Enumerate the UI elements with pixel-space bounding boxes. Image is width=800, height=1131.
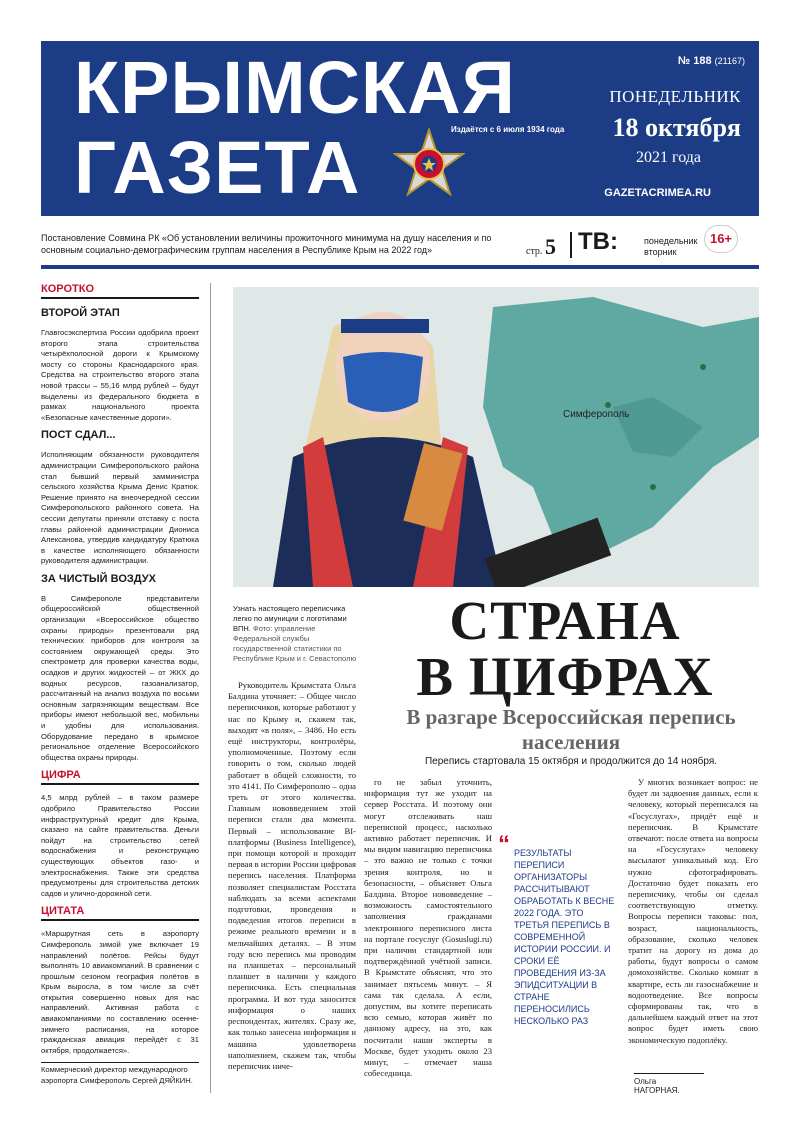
pull-quote: “ РЕЗУЛЬТАТЫ ПЕРЕПИСИ ОРГАНИЗАТОРЫ РАССЧИТЫВАЮТ ОБРАБОТАТЬ К ВЕСНЕ 2022 ГОДА. ЭТО ТРЕТЬЯ ПЕРЕПИСЬ В СОВРЕМЕННОЙ ИСТОРИИ РОССИИ. И СРОКИ ЕЁ ПРОВЕДЕНИЯ ИЗ-ЗА ЭПИДСИТУАЦИИ В СТРАНЕ ПЕРЕНОСИЛИСЬ НЕСКОЛЬКО РАЗ xyxy=(498,831,615,1026)
news-heading: ВТОРОЙ ЭТАП xyxy=(41,307,120,319)
rubric-short: КОРОТКО xyxy=(41,283,199,299)
article-column-3: У многих возникает вопрос: не будет ли задвоения данных, если к человеку, который переписался на «Госуслугах», придёт ещё и переписчик. В Крымстате отвечают: после ответа на вопросы на «Госуслугах» человеку высылают уникальный код. Его нужно сфотографировать. Достаточно будет показать его переписчику, чтобы он сделал соответствующую отметку. Вопросы переписи таковы: пол, возраст, национальность, образование, сколько человек тратит на дорогу из дома до работы, будут вопросы о самом домохозяйстве. Сколько комнат в квартире, есть ли газоснабжение и водоотведение. Все вопросы сформированы так, что в дальнейшем каждый ответ на этот вопрос будет иметь свою экономическую подоплёку. xyxy=(628,777,758,1045)
quote-signature: Коммерческий директор международного аэропорта Симферополь Сергей ДЯЙКИН. xyxy=(41,1062,199,1086)
website-link[interactable]: GAZETACRIMEA.RU xyxy=(604,187,711,199)
photo-caption: Узнать настоящего переписчика легко по амуниции с логотипами ВПН. Фото: управление Федеральной службы государственной статистики по Республике Крым и г. Севастополю xyxy=(233,604,357,663)
news-heading: ЗА ЧИСТЫЙ ВОЗДУХ xyxy=(41,572,156,585)
weekday: ПОНЕДЕЛЬНИК xyxy=(609,87,741,106)
issue-number: № 188 (21167) xyxy=(677,55,745,67)
teaser-text: Постановление Совмина РК «Об установлении величины прожиточного минимума на душу населения и по основным социально-демографическим группам населения в Республике Крым на 2022 год» xyxy=(41,233,492,255)
tv-label: ТВ: xyxy=(578,228,618,255)
news-text: В Симферополе представители общероссийской общественной организации «Всероссийское общество охраны природы» презентовали ряд технических приборов для контроля за состоянием окружающей среды. Это спектрометр для проверки качества воды, осадков и других жидкостей – от ЖКХ до водных ресурсов, газоанализатор, рассчитанный на анализ воздуха по восьми основным загрязняющим веществам. Все приборы имеют небольшой вес, мобильны и удобны для использования. Оборудование передано в крымское региональное отделение Всероссийского общества охраны природы. xyxy=(41,593,199,762)
news-text: Исполняющим обязанности руководителя администрации Симферопольского района стал бывший первый замминистра сельского хозяйства Крыма Денис Кратюк. Решение принято на внеочередной сессии Симферопольского районного совета. На сессии депутаты приняли отставку с поста главы районной администрации Диониса Алексанова, утвердив кандидатуру Кратюка в качестве исполняющего обязанности руководителя администрации. xyxy=(41,450,199,566)
page-reference: стр. 5 xyxy=(526,234,556,259)
article-column-1: Руководитель Крымстата Ольга Балдина уточняет: – Общее число переписчиков, которые работают у нас по Крыму и, скажем так, выходят «в поля», – 3486. Но есть ещё инструкторы, контролёры, уполномоченные. Поэтому если говорить о том, сколько людей работает в общей сложности, то это 4141. По Симферополю – одна треть от этого количества. Главным нововведением этой переписи стали два момента. Первый – использование BI-платформы (Business Intelligence), при помощи которой и проходит первая в истории России цифровая перепись населения. Платформа позволяет специалистам Росстата наблюдать за всеми аспектами подготовки, проведения и подведения итогов переписи в режиме реального времени и в мельчайших деталях. – В этом году всю перепись мы проводим на планшетах – персональный планшет в наличии у каждого переписчика. Есть специальная программа. И вот туда заносится информация о наших респондентах, жителях. Сразу же, как только занесена информация и машина удовлетворена наполнением, скажем так, чтобы переписчик ниче- xyxy=(228,680,356,1071)
issue-date: 18 октября xyxy=(612,113,741,142)
quote-mark-icon: “ xyxy=(498,831,510,858)
quote-text: «Маршрутная сеть в аэропорту Симферополь зимой уже включает 19 направлений полётов. Рейсы будут выполнять 10 авиакомпаний. В сравнении с прошлым сезоном география полётов в Крым выросла, в том числе за счёт открытия совершенно новых для нас направлений. Активная работа с авиакомпаниями по составлению осенне-зимнего расписания, на которое гражданская авиация перейдёт с 31 октября, продолжается». xyxy=(41,929,199,1055)
rubric-quote: ЦИТАТА xyxy=(41,905,199,921)
masthead xyxy=(41,41,759,216)
article-column-2: го не забыл уточнить, информация тут же уходит на сервер Росстата. И поэтому они могут отслеживать наш переписной процесс, насколько активно работает переписчик. И мы видим навигацию переписчика – это важно не только с точки зрения контроля, но и безопасности, – объясняет Ольга Балдина. Второе нововведение – возможность самостоятельного заполнения гражданами электронного переписного листа на портале госуслуг (Gosuslugi.ru) при наличии стандартной или подтверждённой учётной записи. В Крымстате объяснят, что это занимает пятьсемь минут. – Я сама так сделала. А если, допустим, вы хотите переписать всю семью, которая живёт по данному адресу, на это, как посчитали наши эксперты в Москве, будет уходить около 23 минут, – отмечает наша собеседница. xyxy=(364,777,492,1079)
order-emblem-icon xyxy=(393,128,465,200)
column-divider xyxy=(210,283,211,1093)
age-rating-badge: 16+ xyxy=(704,225,738,253)
svg-text:Симферополь: Симферополь xyxy=(563,409,630,420)
newspaper-title-line2: ГАЗЕТА xyxy=(74,126,361,209)
sidebar xyxy=(41,283,199,1087)
header-rule xyxy=(41,265,759,269)
census-worker-photo xyxy=(233,287,759,587)
news-text: 4,5 млрд рублей – в таком размере одобрило Правительство России инфраструктурный кредит для Крыма, сказано на сайте правительства. Деньги пойдут на строительство сетей водоснабжения и реконструкцию существующих объектов газо- и электроснабжения. Также эти средства предусмотрены для строительства детских садов и улично-дорожной сети. xyxy=(41,793,199,898)
news-text: Главгосэкспертиза России одобрила проект второго этапа строительства четырёхполосной дороги к Крымскому мосту со стороны Краснодарского края. Средства на строительство второго этапа новой трассы – 55,16 млрд рублей – будут выделены из федерального бюджета в рамках национального проекта «Безопасные качественные дороги». xyxy=(41,328,199,422)
rubric-figure: ЦИФРА xyxy=(41,769,199,785)
since-text: Издаётся с 6 июля 1934 года xyxy=(451,125,565,134)
article-headline: СТРАНА В ЦИФРАХ xyxy=(416,590,714,707)
article-deck: В разгаре Всероссийская перепись населения xyxy=(406,705,736,754)
tv-days: понедельник вторник xyxy=(644,236,698,257)
newspaper-title-line1: КРЫМСКАЯ xyxy=(74,46,516,129)
article-author: Ольга НАГОРНАЯ. xyxy=(634,1073,704,1095)
divider xyxy=(570,232,572,258)
article-lead: Перепись стартовала 15 октября и продолжится до 14 ноября. xyxy=(424,756,718,767)
news-heading: ПОСТ СДАЛ... xyxy=(41,429,116,442)
issue-year: 2021 года xyxy=(636,149,701,166)
